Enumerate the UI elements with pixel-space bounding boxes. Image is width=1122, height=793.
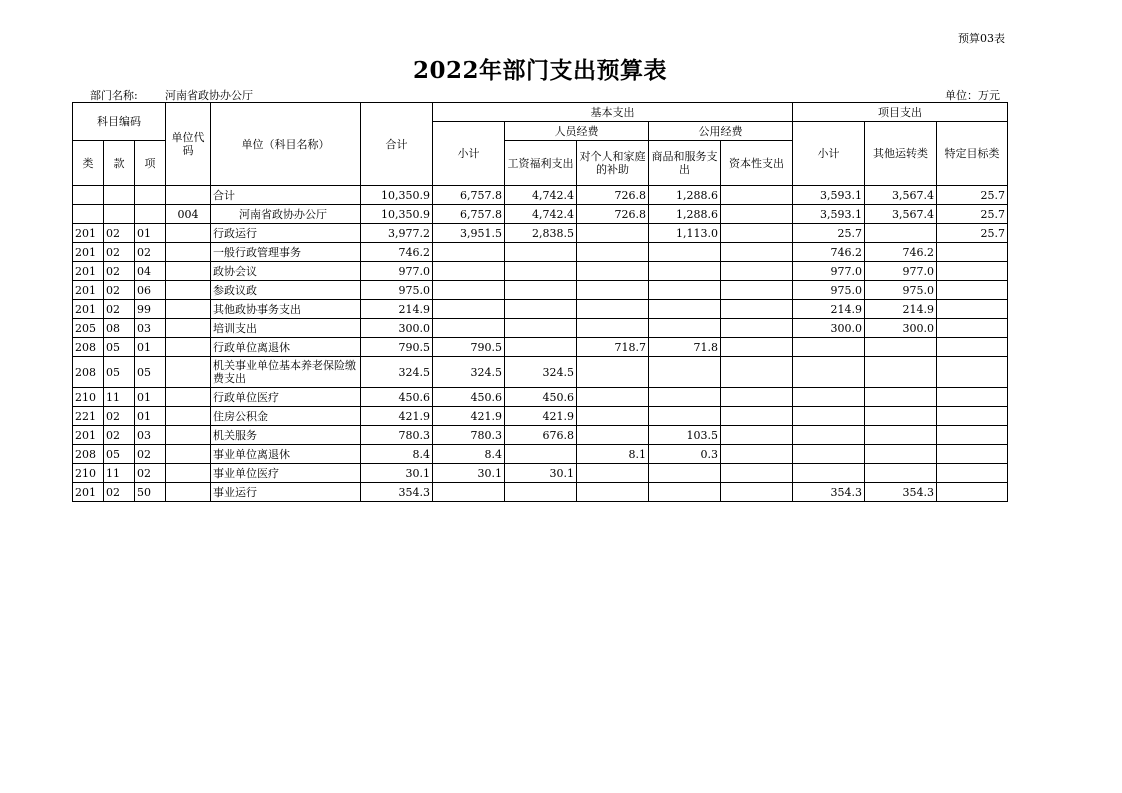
table-row xyxy=(73,281,1008,300)
cell-lei: 201 xyxy=(73,243,104,262)
cell-total: 10,350.9 xyxy=(361,186,433,205)
cell-name: 机关事业单位基本养老保险缴费支出 xyxy=(211,357,361,388)
cell-kuan: 05 xyxy=(104,445,135,464)
unit-label: 单位：万元 xyxy=(945,89,1000,102)
table-row xyxy=(73,205,1008,224)
cell-goods: 1,288.6 xyxy=(649,205,721,224)
cell-basic-subtotal: 450.6 xyxy=(433,388,505,407)
cell-other-transfer xyxy=(865,224,937,243)
cell-lei: 221 xyxy=(73,407,104,426)
cell-name: 机关服务 xyxy=(211,426,361,445)
cell-subsidy xyxy=(577,262,649,281)
cell-unit-code xyxy=(166,338,211,357)
cell-capital xyxy=(721,186,793,205)
cell-total: 300.0 xyxy=(361,319,433,338)
cell-kuan: 05 xyxy=(104,338,135,357)
cell-subsidy xyxy=(577,357,649,388)
cell-xiang: 02 xyxy=(135,243,166,262)
cell-xiang xyxy=(135,205,166,224)
cell-xiang: 01 xyxy=(135,338,166,357)
cell-lei: 205 xyxy=(73,319,104,338)
table-row xyxy=(73,224,1008,243)
cell-lei xyxy=(73,205,104,224)
cell-subsidy xyxy=(577,483,649,502)
cell-project-subtotal: 354.3 xyxy=(793,483,865,502)
cell-salary: 324.5 xyxy=(505,357,577,388)
cell-specific xyxy=(937,426,1008,445)
cell-name: 行政单位医疗 xyxy=(211,388,361,407)
cell-name: 事业单位医疗 xyxy=(211,464,361,483)
cell-total: 975.0 xyxy=(361,281,433,300)
cell-project-subtotal: 300.0 xyxy=(793,319,865,338)
cell-other-transfer: 354.3 xyxy=(865,483,937,502)
cell-capital xyxy=(721,445,793,464)
cell-project-subtotal xyxy=(793,426,865,445)
table-body xyxy=(73,186,1008,502)
cell-unit-code xyxy=(166,243,211,262)
cell-capital xyxy=(721,319,793,338)
cell-unit-code xyxy=(166,262,211,281)
cell-specific xyxy=(937,483,1008,502)
cell-basic-subtotal: 6,757.8 xyxy=(433,186,505,205)
table-row xyxy=(73,319,1008,338)
cell-basic-subtotal xyxy=(433,483,505,502)
cell-specific xyxy=(937,445,1008,464)
cell-subsidy xyxy=(577,426,649,445)
cell-specific xyxy=(937,464,1008,483)
cell-project-subtotal xyxy=(793,445,865,464)
cell-specific xyxy=(937,281,1008,300)
cell-capital xyxy=(721,426,793,445)
cell-project-subtotal: 3,593.1 xyxy=(793,186,865,205)
table-row xyxy=(73,186,1008,205)
cell-name: 行政单位离退休 xyxy=(211,338,361,357)
cell-unit-code xyxy=(166,464,211,483)
header-personnel: 人员经费 xyxy=(505,122,649,141)
cell-specific: 25.7 xyxy=(937,205,1008,224)
cell-lei: 208 xyxy=(73,445,104,464)
cell-salary: 450.6 xyxy=(505,388,577,407)
cell-kuan: 02 xyxy=(104,407,135,426)
cell-salary xyxy=(505,243,577,262)
cell-specific xyxy=(937,300,1008,319)
cell-name: 河南省政协办公厅 xyxy=(211,205,361,224)
cell-subsidy xyxy=(577,464,649,483)
table-row xyxy=(73,464,1008,483)
cell-total: 780.3 xyxy=(361,426,433,445)
cell-other-transfer xyxy=(865,338,937,357)
cell-lei: 210 xyxy=(73,464,104,483)
cell-total: 10,350.9 xyxy=(361,205,433,224)
cell-capital xyxy=(721,338,793,357)
department-label: 部门名称: xyxy=(90,89,138,102)
cell-xiang: 06 xyxy=(135,281,166,300)
cell-unit-code xyxy=(166,357,211,388)
header-basic-subtotal: 小计 xyxy=(433,122,505,186)
cell-name: 事业运行 xyxy=(211,483,361,502)
cell-name: 参政议政 xyxy=(211,281,361,300)
budget-table xyxy=(72,102,1008,502)
cell-xiang xyxy=(135,186,166,205)
cell-name: 其他政协事务支出 xyxy=(211,300,361,319)
cell-total: 8.4 xyxy=(361,445,433,464)
header-subsidy: 对个人和家庭的补助 xyxy=(577,141,649,186)
cell-name: 事业单位离退休 xyxy=(211,445,361,464)
cell-basic-subtotal: 780.3 xyxy=(433,426,505,445)
cell-other-transfer xyxy=(865,407,937,426)
cell-specific xyxy=(937,243,1008,262)
cell-kuan: 02 xyxy=(104,262,135,281)
cell-capital xyxy=(721,243,793,262)
cell-capital xyxy=(721,357,793,388)
table-row xyxy=(73,483,1008,502)
cell-goods: 71.8 xyxy=(649,338,721,357)
table-row xyxy=(73,357,1008,388)
table-row xyxy=(73,262,1008,281)
cell-project-subtotal: 3,593.1 xyxy=(793,205,865,224)
cell-subsidy xyxy=(577,300,649,319)
cell-kuan: 11 xyxy=(104,464,135,483)
cell-capital xyxy=(721,388,793,407)
cell-subsidy xyxy=(577,281,649,300)
cell-total: 977.0 xyxy=(361,262,433,281)
cell-goods xyxy=(649,464,721,483)
cell-subsidy xyxy=(577,319,649,338)
cell-project-subtotal xyxy=(793,388,865,407)
cell-kuan: 02 xyxy=(104,281,135,300)
cell-lei: 208 xyxy=(73,338,104,357)
header-lei: 类 xyxy=(73,141,104,186)
header-xiang: 项 xyxy=(135,141,166,186)
table-row xyxy=(73,243,1008,262)
cell-subsidy: 718.7 xyxy=(577,338,649,357)
cell-goods xyxy=(649,262,721,281)
cell-lei xyxy=(73,186,104,205)
cell-total: 3,977.2 xyxy=(361,224,433,243)
cell-name: 合计 xyxy=(211,186,361,205)
cell-capital xyxy=(721,407,793,426)
cell-basic-subtotal: 790.5 xyxy=(433,338,505,357)
cell-xiang: 01 xyxy=(135,388,166,407)
header-goods: 商品和服务支出 xyxy=(649,141,721,186)
cell-other-transfer: 214.9 xyxy=(865,300,937,319)
cell-total: 790.5 xyxy=(361,338,433,357)
cell-goods xyxy=(649,407,721,426)
cell-total: 30.1 xyxy=(361,464,433,483)
cell-xiang: 03 xyxy=(135,319,166,338)
table-row xyxy=(73,407,1008,426)
header-unit-name: 单位（科目名称） xyxy=(211,103,361,186)
cell-capital xyxy=(721,464,793,483)
cell-lei: 210 xyxy=(73,388,104,407)
cell-salary: 2,838.5 xyxy=(505,224,577,243)
cell-lei: 201 xyxy=(73,426,104,445)
cell-project-subtotal xyxy=(793,464,865,483)
header-total: 合计 xyxy=(361,103,433,186)
cell-basic-subtotal xyxy=(433,300,505,319)
cell-unit-code xyxy=(166,300,211,319)
cell-subsidy xyxy=(577,224,649,243)
cell-kuan: 02 xyxy=(104,483,135,502)
cell-basic-subtotal: 30.1 xyxy=(433,464,505,483)
cell-other-transfer xyxy=(865,426,937,445)
cell-basic-subtotal: 8.4 xyxy=(433,445,505,464)
cell-unit-code xyxy=(166,319,211,338)
cell-xiang: 01 xyxy=(135,407,166,426)
cell-salary: 4,742.4 xyxy=(505,186,577,205)
cell-total: 214.9 xyxy=(361,300,433,319)
cell-specific xyxy=(937,319,1008,338)
cell-goods xyxy=(649,300,721,319)
cell-lei: 201 xyxy=(73,483,104,502)
cell-name: 住房公积金 xyxy=(211,407,361,426)
cell-unit-code xyxy=(166,426,211,445)
cell-project-subtotal xyxy=(793,338,865,357)
header-basic: 基本支出 xyxy=(433,103,793,122)
cell-other-transfer: 746.2 xyxy=(865,243,937,262)
cell-name: 行政运行 xyxy=(211,224,361,243)
cell-basic-subtotal xyxy=(433,262,505,281)
cell-lei: 208 xyxy=(73,357,104,388)
cell-kuan: 08 xyxy=(104,319,135,338)
cell-total: 746.2 xyxy=(361,243,433,262)
cell-specific xyxy=(937,262,1008,281)
cell-goods xyxy=(649,388,721,407)
cell-salary: 421.9 xyxy=(505,407,577,426)
cell-specific xyxy=(937,357,1008,388)
cell-specific: 25.7 xyxy=(937,224,1008,243)
cell-salary xyxy=(505,319,577,338)
page-title: 2022年部门支出预算表 xyxy=(412,57,667,84)
table-row xyxy=(73,445,1008,464)
header-project: 项目支出 xyxy=(793,103,1008,122)
cell-project-subtotal xyxy=(793,357,865,388)
cell-other-transfer xyxy=(865,464,937,483)
header-salary: 工资福利支出 xyxy=(505,141,577,186)
table-row xyxy=(73,388,1008,407)
cell-capital xyxy=(721,262,793,281)
cell-project-subtotal: 977.0 xyxy=(793,262,865,281)
department-name: 河南省政协办公厅 xyxy=(165,89,253,102)
cell-basic-subtotal xyxy=(433,281,505,300)
cell-salary: 30.1 xyxy=(505,464,577,483)
cell-other-transfer: 300.0 xyxy=(865,319,937,338)
cell-xiang: 04 xyxy=(135,262,166,281)
cell-total: 450.6 xyxy=(361,388,433,407)
cell-goods: 1,113.0 xyxy=(649,224,721,243)
table-row xyxy=(73,338,1008,357)
cell-capital xyxy=(721,281,793,300)
header-other-transfer: 其他运转类 xyxy=(865,122,937,186)
cell-kuan xyxy=(104,186,135,205)
cell-unit-code xyxy=(166,388,211,407)
cell-goods xyxy=(649,243,721,262)
cell-other-transfer: 977.0 xyxy=(865,262,937,281)
cell-unit-code: 004 xyxy=(166,205,211,224)
cell-specific: 25.7 xyxy=(937,186,1008,205)
cell-salary xyxy=(505,483,577,502)
cell-other-transfer xyxy=(865,388,937,407)
cell-specific xyxy=(937,407,1008,426)
cell-salary xyxy=(505,262,577,281)
cell-xiang: 50 xyxy=(135,483,166,502)
cell-capital xyxy=(721,300,793,319)
cell-unit-code xyxy=(166,224,211,243)
cell-total: 421.9 xyxy=(361,407,433,426)
cell-salary xyxy=(505,281,577,300)
cell-name: 政协会议 xyxy=(211,262,361,281)
cell-xiang: 03 xyxy=(135,426,166,445)
cell-xiang: 02 xyxy=(135,464,166,483)
cell-total: 354.3 xyxy=(361,483,433,502)
cell-subsidy xyxy=(577,243,649,262)
cell-name: 一般行政管理事务 xyxy=(211,243,361,262)
cell-salary: 4,742.4 xyxy=(505,205,577,224)
header-capital: 资本性支出 xyxy=(721,141,793,186)
cell-name: 培训支出 xyxy=(211,319,361,338)
cell-unit-code xyxy=(166,186,211,205)
cell-salary xyxy=(505,300,577,319)
cell-lei: 201 xyxy=(73,281,104,300)
cell-unit-code xyxy=(166,445,211,464)
cell-xiang: 02 xyxy=(135,445,166,464)
header-unit-code: 单位代码 xyxy=(166,103,211,186)
cell-basic-subtotal: 6,757.8 xyxy=(433,205,505,224)
header-specific: 特定目标类 xyxy=(937,122,1008,186)
cell-goods xyxy=(649,357,721,388)
cell-kuan: 02 xyxy=(104,243,135,262)
cell-goods: 1,288.6 xyxy=(649,186,721,205)
cell-unit-code xyxy=(166,281,211,300)
cell-kuan: 02 xyxy=(104,300,135,319)
cell-specific xyxy=(937,388,1008,407)
cell-project-subtotal: 214.9 xyxy=(793,300,865,319)
cell-lei: 201 xyxy=(73,262,104,281)
cell-salary xyxy=(505,445,577,464)
cell-kuan xyxy=(104,205,135,224)
cell-goods xyxy=(649,483,721,502)
cell-basic-subtotal xyxy=(433,319,505,338)
cell-xiang: 01 xyxy=(135,224,166,243)
cell-subsidy xyxy=(577,407,649,426)
cell-xiang: 05 xyxy=(135,357,166,388)
form-number: 预算03表 xyxy=(958,32,1005,45)
cell-other-transfer: 3,567.4 xyxy=(865,186,937,205)
header-kuan: 款 xyxy=(104,141,135,186)
cell-total: 324.5 xyxy=(361,357,433,388)
cell-other-transfer: 3,567.4 xyxy=(865,205,937,224)
cell-subsidy xyxy=(577,388,649,407)
cell-goods: 0.3 xyxy=(649,445,721,464)
header-public: 公用经费 xyxy=(649,122,793,141)
cell-basic-subtotal: 3,951.5 xyxy=(433,224,505,243)
cell-lei: 201 xyxy=(73,224,104,243)
cell-goods xyxy=(649,319,721,338)
cell-specific xyxy=(937,338,1008,357)
header-subject-code: 科目编码 xyxy=(73,103,166,141)
cell-subsidy: 726.8 xyxy=(577,205,649,224)
cell-project-subtotal: 25.7 xyxy=(793,224,865,243)
cell-other-transfer xyxy=(865,357,937,388)
cell-basic-subtotal: 324.5 xyxy=(433,357,505,388)
cell-other-transfer xyxy=(865,445,937,464)
cell-basic-subtotal xyxy=(433,243,505,262)
cell-project-subtotal xyxy=(793,407,865,426)
cell-capital xyxy=(721,483,793,502)
cell-xiang: 99 xyxy=(135,300,166,319)
cell-project-subtotal: 746.2 xyxy=(793,243,865,262)
cell-kuan: 02 xyxy=(104,426,135,445)
cell-capital xyxy=(721,205,793,224)
cell-kuan: 05 xyxy=(104,357,135,388)
table-row xyxy=(73,300,1008,319)
cell-goods xyxy=(649,281,721,300)
cell-other-transfer: 975.0 xyxy=(865,281,937,300)
cell-project-subtotal: 975.0 xyxy=(793,281,865,300)
cell-salary xyxy=(505,338,577,357)
cell-basic-subtotal: 421.9 xyxy=(433,407,505,426)
cell-subsidy: 726.8 xyxy=(577,186,649,205)
cell-subsidy: 8.1 xyxy=(577,445,649,464)
cell-lei: 201 xyxy=(73,300,104,319)
cell-goods: 103.5 xyxy=(649,426,721,445)
header-project-subtotal: 小计 xyxy=(793,122,865,186)
cell-kuan: 02 xyxy=(104,224,135,243)
cell-capital xyxy=(721,224,793,243)
cell-salary: 676.8 xyxy=(505,426,577,445)
cell-unit-code xyxy=(166,407,211,426)
cell-unit-code xyxy=(166,483,211,502)
cell-kuan: 11 xyxy=(104,388,135,407)
table-row xyxy=(73,426,1008,445)
table-header xyxy=(73,103,1008,186)
